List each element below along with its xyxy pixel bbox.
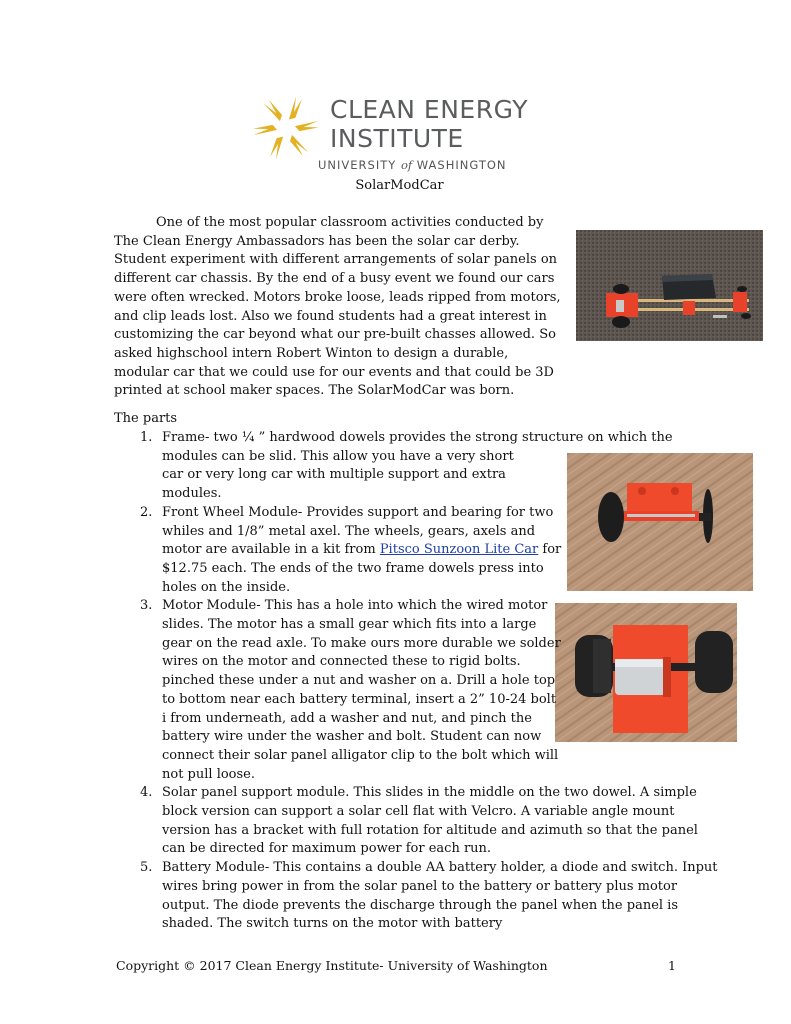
parts-list-item xyxy=(114,429,704,504)
part-1-line1: Frame- two ¼ ” hardwood dowels provides the strong structure on which the xyxy=(162,430,673,445)
parts-list-item xyxy=(114,504,572,598)
part-1-rest: modules can be slid. This allow you have a very short car or very long car with multiple support and extra modules. xyxy=(162,448,514,502)
intro-text: One of the most popular classroom activities conducted by The Clean Energy Ambassadors has been the solar car derby. Student experiment with different arrangements of solar panels on different car chassis. By the end of a busy event we found our cars were often wrecked. Motors broke loose, leads ripped from motors, and clip leads lost. Also we found students had a great interest in customizing the car beyond what our pre-built chasses allowed. So asked highschool intern Robert Winton to design a durable, modular car that we could use for our events and that could be 3D printed at school maker spaces. The SolarModCar was born. xyxy=(114,215,561,399)
logo-university-name xyxy=(318,158,507,172)
parts-list-item xyxy=(114,784,722,859)
logo-title-line1: CLEAN ENERGY xyxy=(330,95,528,124)
clean-energy-institute-logo xyxy=(250,90,550,176)
list-number: 3. xyxy=(140,598,153,614)
list-number: 2. xyxy=(140,504,153,520)
part-3-text: Motor Module- This has a hole into which the wired motor slides. The motor has a small gear which fits into a large gear on the read axle. To make ours more durable we solder wires on the motor and connected these to rigid bolts. pinched these under a nut and washer on a. Drill a hole top to bottom near each battery terminal, insert a 2” 10-24 bolt i from underneath, add a washer and nut, and pinch the battery wire under the washer and bolt. Student can now connect their solar panel alligator clip to the bolt which will not pull loose. xyxy=(162,598,561,782)
part-2-text-after-link: for $12.75 each. The ends of the two frame dowels press into holes on the inside. xyxy=(162,542,562,595)
parts-list-item xyxy=(114,859,722,934)
parts-list xyxy=(114,429,718,934)
part-2-text-before-link: Front Wheel Module- Provides support and bearing for two whiles and 1/8” metal axel. The wheels, gears, axels and motor are available in a kit from xyxy=(162,504,554,558)
page-number: 1 xyxy=(668,958,676,973)
parts-list-item xyxy=(114,597,562,784)
part-5-text: Battery Module- This contains a double AA battery holder, a diode and switch. Input wires bring power in from the solar panel to the battery or battery plus motor output. The diode prevents the discharge through the panel when the panel is shaded. The switch turns on the motor with battery xyxy=(162,860,718,932)
document-title-row xyxy=(0,178,791,193)
document-title: SolarModCar xyxy=(355,178,444,193)
copyright-footer: Copyright © 2017 Clean Energy Institute- University of Washington xyxy=(116,958,548,973)
list-number: 1. xyxy=(140,430,153,445)
pitsco-sunzoon-link[interactable]: Pitsco Sunzoon Lite Car xyxy=(379,542,539,558)
logo-sub-of: of xyxy=(400,158,413,172)
list-number: 4. xyxy=(140,785,153,801)
assembled-solar-car-photo xyxy=(576,230,763,341)
parts-heading: The parts xyxy=(114,411,178,426)
logo-sub-suffix: WASHINGTON xyxy=(412,158,507,172)
list-number: 5. xyxy=(140,860,153,876)
logo-title xyxy=(330,95,528,153)
logo-title-line2: INSTITUTE xyxy=(330,124,464,153)
sunburst-icon xyxy=(250,92,322,164)
intro-paragraph xyxy=(114,214,564,401)
part-4-text: Solar panel support module. This slides in the middle on the two dowel. A simple block version can support a solar cell flat with Velcro. A variable angle mount version has a bracket with full rotation for altitude and azimuth so that the panel can be directed for maximum power for each run. xyxy=(162,785,698,857)
logo-sub-prefix: UNIVERSITY xyxy=(318,158,401,172)
